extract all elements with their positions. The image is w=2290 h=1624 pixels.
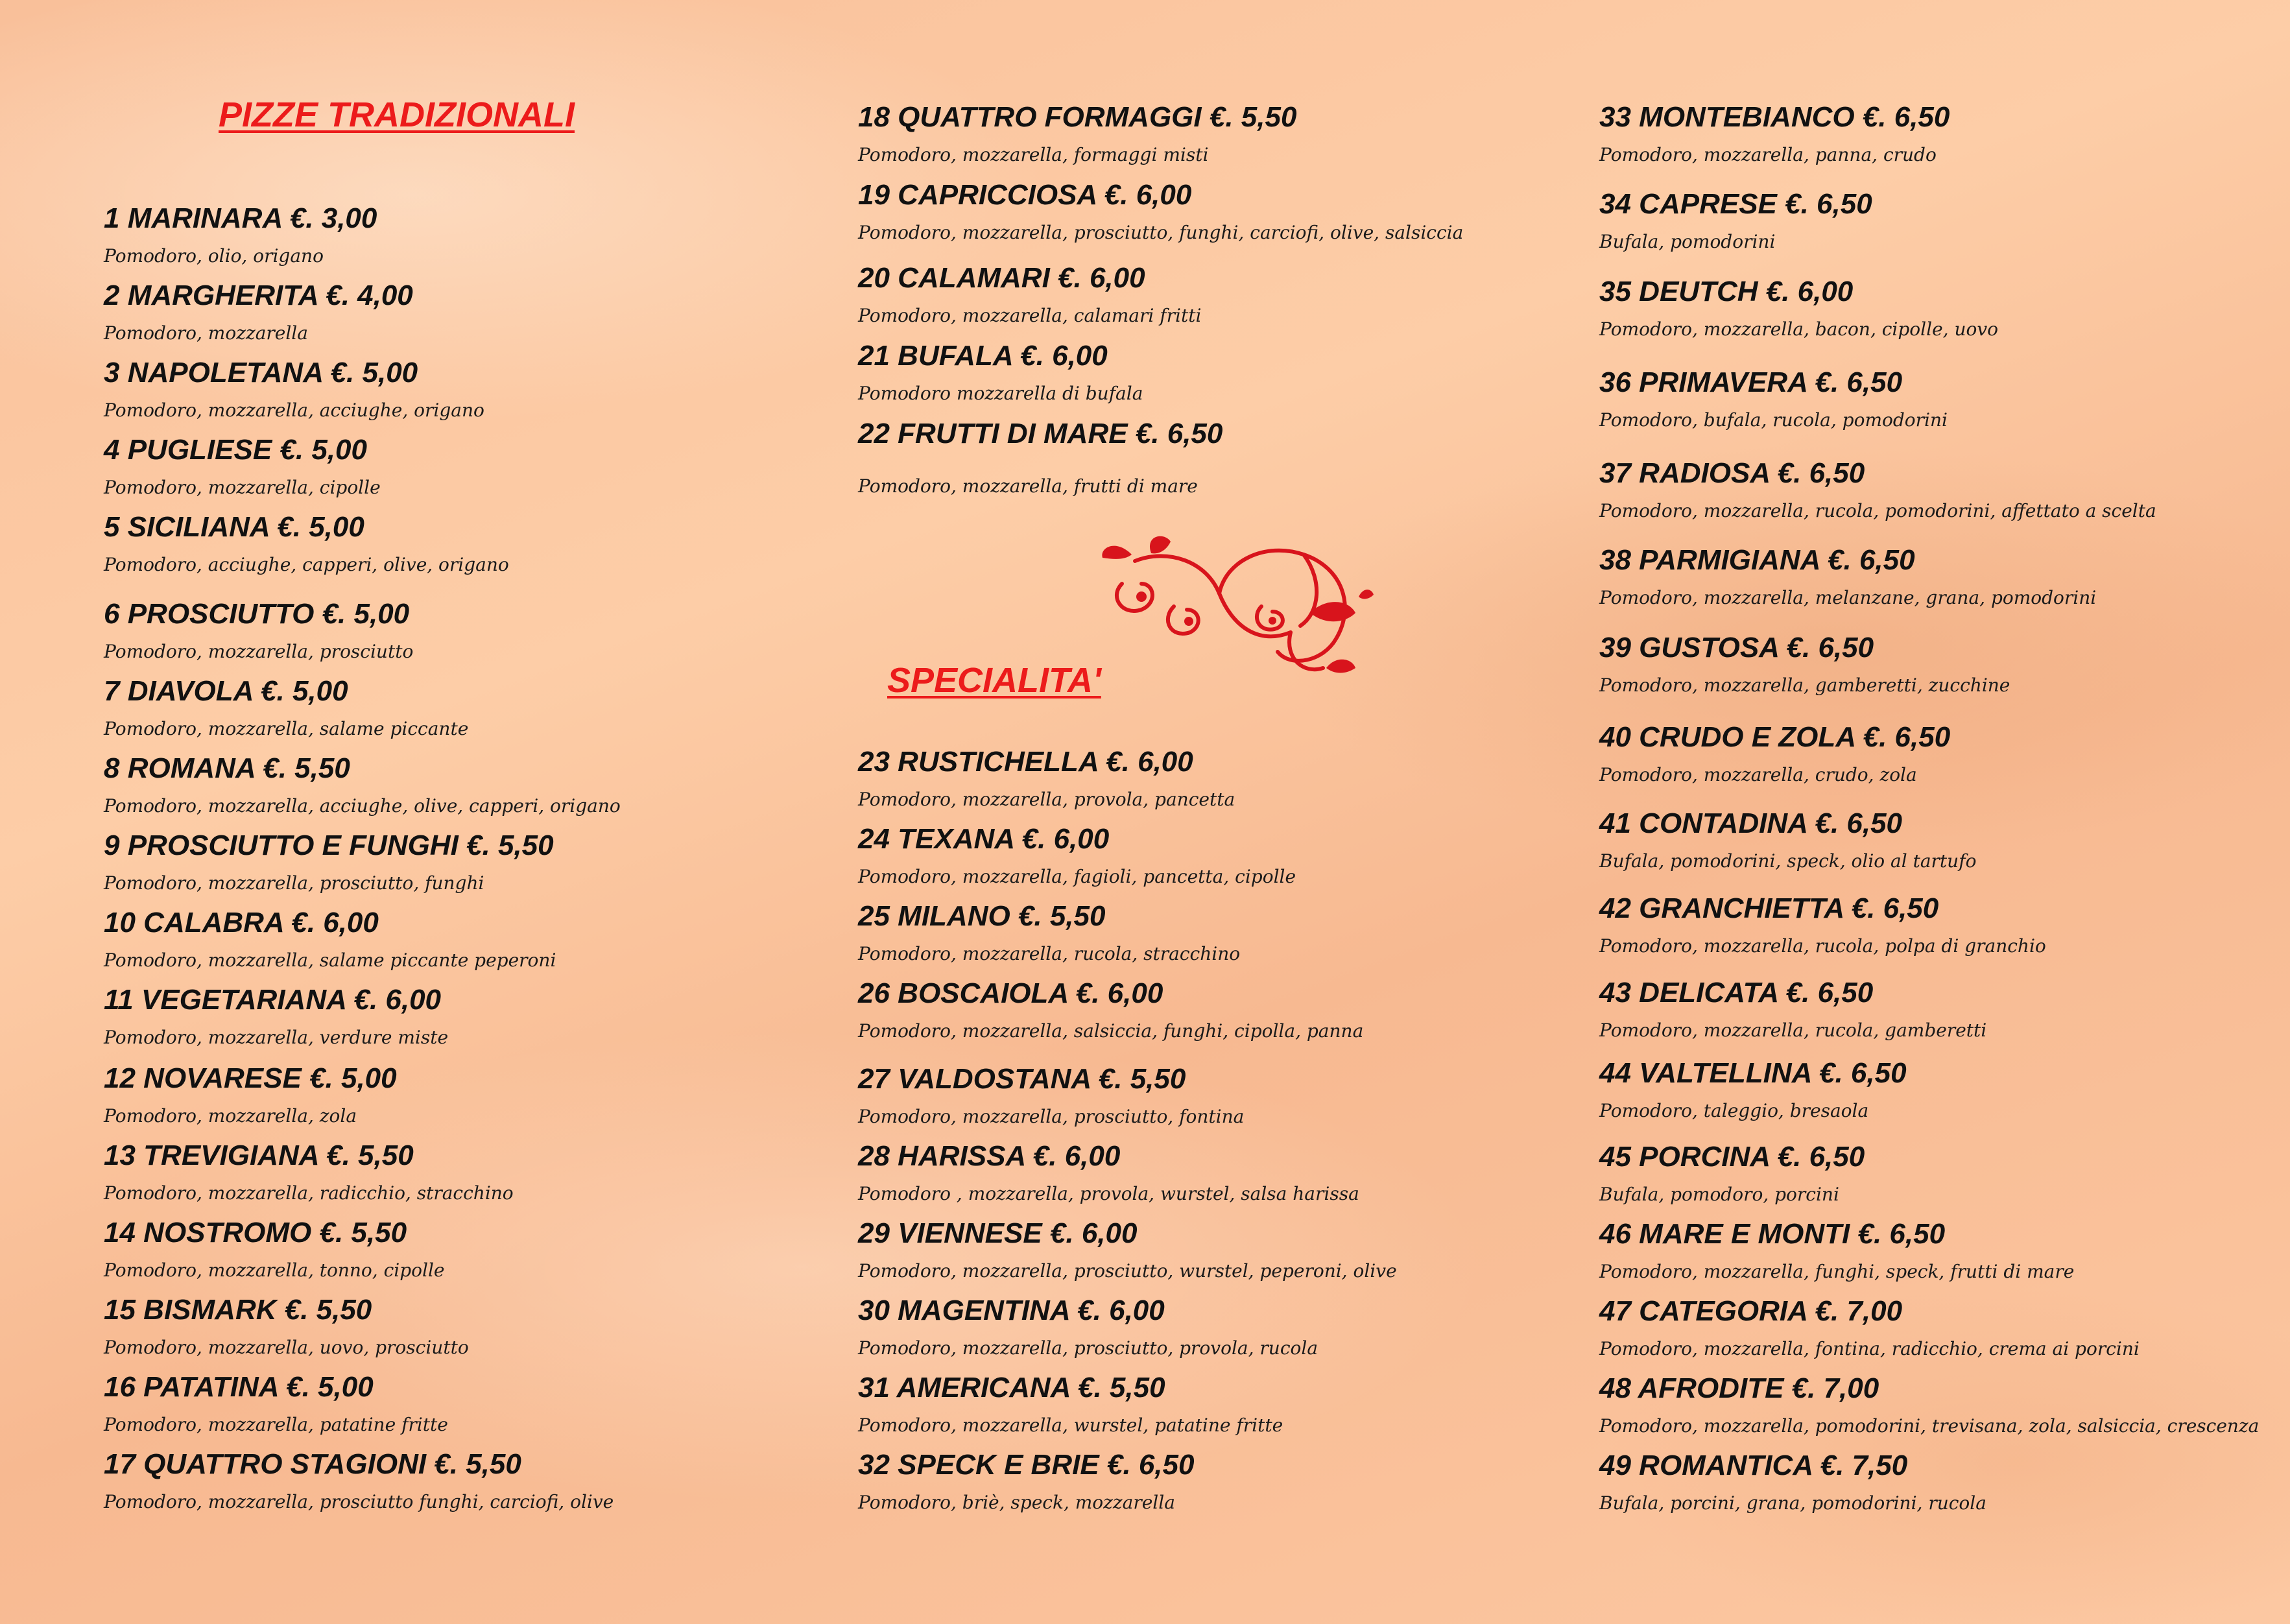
menu-item [1599,368,1948,429]
menu-item-description: Pomodoro, mozzarella, prosciutto, provola, rucola [858,1337,1318,1359]
menu-item [1599,278,1998,339]
menu-item-title: 23 RUSTICHELLA €. 6,00 [858,746,1193,778]
menu-item-description: Pomodoro, mozzarella, acciughe, olive, capperi, origano [104,795,621,817]
menu-item [104,1141,514,1202]
menu-item-title: 41 CONTADINA €. 6,50 [1599,807,1903,839]
menu-item [858,103,1296,164]
menu-item-description: Pomodoro, mozzarella, salsiccia, funghi, cipolla, panna [858,1020,1364,1042]
menu-item-description: Bufala, pomodoro, porcini [1599,1184,1839,1205]
menu-item-title: 18 QUATTRO FORMAGGI €. 5,50 [858,101,1297,133]
menu-item [858,1296,1318,1357]
menu-item-description: Pomodoro, mozzarella, prosciutto funghi, carciofi, olive [104,1491,614,1512]
menu-item-description: Pomodoro, mozzarella, prosciutto [104,641,414,662]
menu-item [1599,634,2010,695]
menu-item-title: 29 VIENNESE €. 6,00 [858,1217,1138,1249]
menu-item [104,1219,445,1280]
menu-item [858,979,1363,1040]
menu-item [1599,190,1872,251]
menu-item-title: 7 DIAVOLA €. 5,00 [104,675,348,707]
menu-item [1599,1220,2074,1281]
menu-item-description: Pomodoro, mozzarella, funghi, speck, frutti di mare [1599,1261,2075,1282]
menu-item-title: 13 TREVIGIANA €. 5,50 [104,1140,414,1171]
menu-item-description: Pomodoro, mozzarella, rucola, stracchino [858,943,1241,964]
menu-item-title: 19 CAPRICCIOSA €. 6,00 [858,179,1192,211]
menu-item-description: Pomodoro, acciughe, capperi, olive, origano [104,554,509,575]
menu-item [858,1065,1244,1126]
menu-item-description: Pomodoro, mozzarella, calamari fritti [858,305,1202,326]
menu-item-description: Pomodoro , mozzarella, provola, wurstel, salsa harissa [858,1183,1359,1204]
menu-item-description: Pomodoro, mozzarella, pomodorini, trevisana, zola, salsiccia, crescenza [1599,1415,2260,1437]
menu-item-description: Pomodoro, mozzarella, bacon, cipolle, uovo [1599,318,1999,340]
menu-item [104,359,484,420]
menu-item [104,513,509,574]
menu-item [104,436,381,497]
menu-item-description: Pomodoro, mozzarella, patatine fritte [104,1414,448,1435]
menu-item-title: 26 BOSCAIOLA €. 6,00 [858,977,1163,1009]
menu-item-title: 30 MAGENTINA €. 6,00 [858,1295,1165,1326]
menu-item-title: 12 NOVARESE €. 5,00 [104,1062,397,1094]
menu-item-description: Pomodoro, mozzarella, salame piccante [104,718,469,739]
menu-item [858,264,1201,325]
menu-item-title: 11 VEGETARIANA €. 6,00 [104,984,442,1016]
menu-item-title: 2 MARGHERITA €. 4,00 [104,280,413,311]
menu-item-description: Pomodoro, mozzarella, prosciutto, funghi, carciofi, olive, salsiccia [858,222,1464,243]
menu-item-title: 27 VALDOSTANA €. 5,50 [858,1063,1186,1095]
menu-item-description: Pomodoro, mozzarella, panna, crudo [1599,144,1937,165]
menu-item-title: 8 ROMANA €. 5,50 [104,752,350,784]
menu-item [104,600,413,661]
menu-item [858,181,1463,242]
menu-item-title: 44 VALTELLINA €. 6,50 [1599,1057,1907,1089]
menu-item-title: 40 CRUDO E ZOLA €. 6,50 [1599,721,1951,753]
menu-item-description: Pomodoro, mozzarella, rucola, pomodorini, affettato a scelta [1599,500,2156,521]
menu-item-description: Pomodoro, briè, speck, mozzarella [858,1492,1175,1513]
menu-item-description: Pomodoro, mozzarella, crudo, zola [1599,764,1917,785]
menu-item-title: 49 ROMANTICA €. 7,50 [1599,1450,1908,1481]
menu-item [104,986,448,1047]
menu-item [104,831,554,892]
menu-item-title: 3 NAPOLETANA €. 5,00 [104,357,418,388]
menu-item-description: Pomodoro, mozzarella, cipolle [104,477,381,498]
menu-item-title: 46 MARE E MONTI €. 6,50 [1599,1218,1946,1250]
menu-item [1599,809,1976,870]
menu-item [1599,1059,1907,1120]
menu-item-title: 5 SICILIANA €. 5,00 [104,511,364,543]
menu-item [1599,459,2156,520]
menu-item-title: 25 MILANO €. 5,50 [858,900,1106,932]
menu-item-title: 15 BISMARK €. 5,50 [104,1294,372,1326]
menu-item-description: Pomodoro, mozzarella, gamberetti, zucchine [1599,675,2010,696]
menu-item-description: Pomodoro, mozzarella, fagioli, pancetta, cipolle [858,866,1296,887]
menu-item-title: 28 HARISSA €. 6,00 [858,1140,1121,1172]
menu-item-title: 45 PORCINA €. 6,50 [1599,1141,1865,1173]
menu-item-title: 4 PUGLIESE €. 5,00 [104,434,367,466]
menu-item-description: Pomodoro, mozzarella, prosciutto, fontina [858,1106,1245,1127]
menu-item [858,1451,1194,1512]
menu-item [104,1373,448,1434]
menu-item [858,420,1223,496]
menu-item [104,281,413,342]
menu-item-description: Pomodoro, mozzarella, uovo, prosciutto [104,1337,469,1358]
menu-item [1599,546,2096,607]
menu-item-description: Pomodoro, mozzarella, fontina, radicchio, crema ai porcini [1599,1338,2140,1359]
menu-item [1599,894,2046,955]
menu-item-title: 24 TEXANA €. 6,00 [858,823,1110,855]
menu-item-title: 14 NOSTROMO €. 5,50 [104,1217,407,1248]
menu-item-title: 17 QUATTRO STAGIONI €. 5,50 [104,1448,521,1480]
menu-item [1599,979,1986,1040]
floral-swirl-icon [1096,535,1375,684]
menu-item-description: Pomodoro, taleggio, bresaola [1599,1100,1869,1121]
menu-item [858,1142,1359,1203]
menu-item-description: Pomodoro, mozzarella, verdure miste [104,1027,449,1048]
menu-item-description: Bufala, pomodorini, speck, olio al tartufo [1599,850,1977,872]
menu-item-title: 34 CAPRESE €. 6,50 [1599,188,1872,220]
menu-item [1599,723,1950,784]
menu-item-description: Pomodoro, mozzarella [104,322,308,344]
heading-specialita: SPECIALITA' [887,661,1101,700]
heading-pizze-tradizionali: PIZZE TRADIZIONALI [219,95,575,134]
menu-item-title: 9 PROSCIUTTO E FUNGHI €. 5,50 [104,830,554,861]
menu-item-title: 43 DELICATA €. 6,50 [1599,977,1874,1009]
menu-item [1599,1451,1986,1512]
menu-item-description: Pomodoro, mozzarella, tonno, cipolle [104,1260,445,1281]
menu-item-title: 20 CALAMARI €. 6,00 [858,262,1145,294]
menu-item [1599,103,1950,164]
menu-item [104,204,377,265]
menu-item [858,1374,1283,1435]
menu-item-description: Pomodoro, mozzarella, zola [104,1105,357,1127]
menu-item-title: 48 AFRODITE €. 7,00 [1599,1372,1879,1404]
menu-item-title: 6 PROSCIUTTO €. 5,00 [104,598,410,630]
menu-item-description: Pomodoro, mozzarella, provola, pancetta [858,789,1235,810]
menu-item-title: 22 FRUTTI DI MARE €. 6,50 [858,418,1223,449]
menu-item [858,1219,1397,1280]
menu-item-description: Pomodoro, mozzarella, formaggi misti [858,144,1209,165]
menu-item [104,1450,614,1511]
menu-item-description: Pomodoro, mozzarella, prosciutto, wurstel, peperoni, olive [858,1260,1397,1282]
menu-item-description: Pomodoro, bufala, rucola, pomodorini [1599,409,1948,431]
menu-item-description: Pomodoro, mozzarella, radicchio, stracchino [104,1182,514,1204]
menu-item-title: 33 MONTEBIANCO €. 6,50 [1599,101,1950,133]
menu-item [858,902,1240,963]
menu-item-description: Pomodoro, mozzarella, salame piccante peperoni [104,949,556,971]
menu-item [104,677,468,738]
menu-item-description: Pomodoro mozzarella di bufala [858,383,1143,404]
menu-item-title: 10 CALABRA €. 6,00 [104,907,379,938]
menu-item-description: Pomodoro, mozzarella, acciughe, origano [104,400,484,421]
menu-item-title: 39 GUSTOSA €. 6,50 [1599,632,1874,663]
menu-item-title: 1 MARINARA €. 3,00 [104,202,377,234]
menu-item [104,909,556,970]
menu-item-description: Bufala, porcini, grana, pomodorini, rucola [1599,1492,1986,1514]
menu-item [1599,1297,2140,1358]
menu-item-description: Pomodoro, mozzarella, wurstel, patatine fritte [858,1415,1283,1436]
menu-item [104,754,621,815]
menu-item-description: Pomodoro, mozzarella, melanzane, grana, pomodorini [1599,587,2097,608]
menu-item-title: 16 PATATINA €. 5,00 [104,1371,374,1403]
menu-item-title: 21 BUFALA €. 6,00 [858,340,1108,372]
menu-item [104,1296,469,1357]
menu-item [104,1064,397,1125]
menu-item [858,748,1235,809]
menu-item-title: 47 CATEGORIA €. 7,00 [1599,1295,1903,1327]
menu-item [858,342,1143,403]
menu-item [1599,1143,1865,1204]
menu-item-title: 35 DEUTCH €. 6,00 [1599,276,1854,307]
menu-item-title: 32 SPECK E BRIE €. 6,50 [858,1449,1195,1481]
menu-item-description: Pomodoro, mozzarella, rucola, gamberetti [1599,1020,1987,1041]
menu-item [1599,1374,2259,1435]
menu-item [858,825,1296,886]
menu-item-description: Bufala, pomodorini [1599,231,1776,252]
menu-item-description: Pomodoro, mozzarella, prosciutto, funghi [104,872,484,894]
menu-item-description: Pomodoro, mozzarella, frutti di mare [858,475,1198,497]
menu-item-description: Pomodoro, olio, origano [104,245,324,267]
menu-item-title: 38 PARMIGIANA €. 6,50 [1599,544,1915,576]
menu-item-title: 37 RADIOSA €. 6,50 [1599,457,1865,489]
menu-item-title: 36 PRIMAVERA €. 6,50 [1599,366,1903,398]
menu-item-title: 42 GRANCHIETTA €. 6,50 [1599,892,1939,924]
menu-item-title: 31 AMERICANA €. 5,50 [858,1372,1165,1403]
menu-item-description: Pomodoro, mozzarella, rucola, polpa di granchio [1599,935,2046,957]
